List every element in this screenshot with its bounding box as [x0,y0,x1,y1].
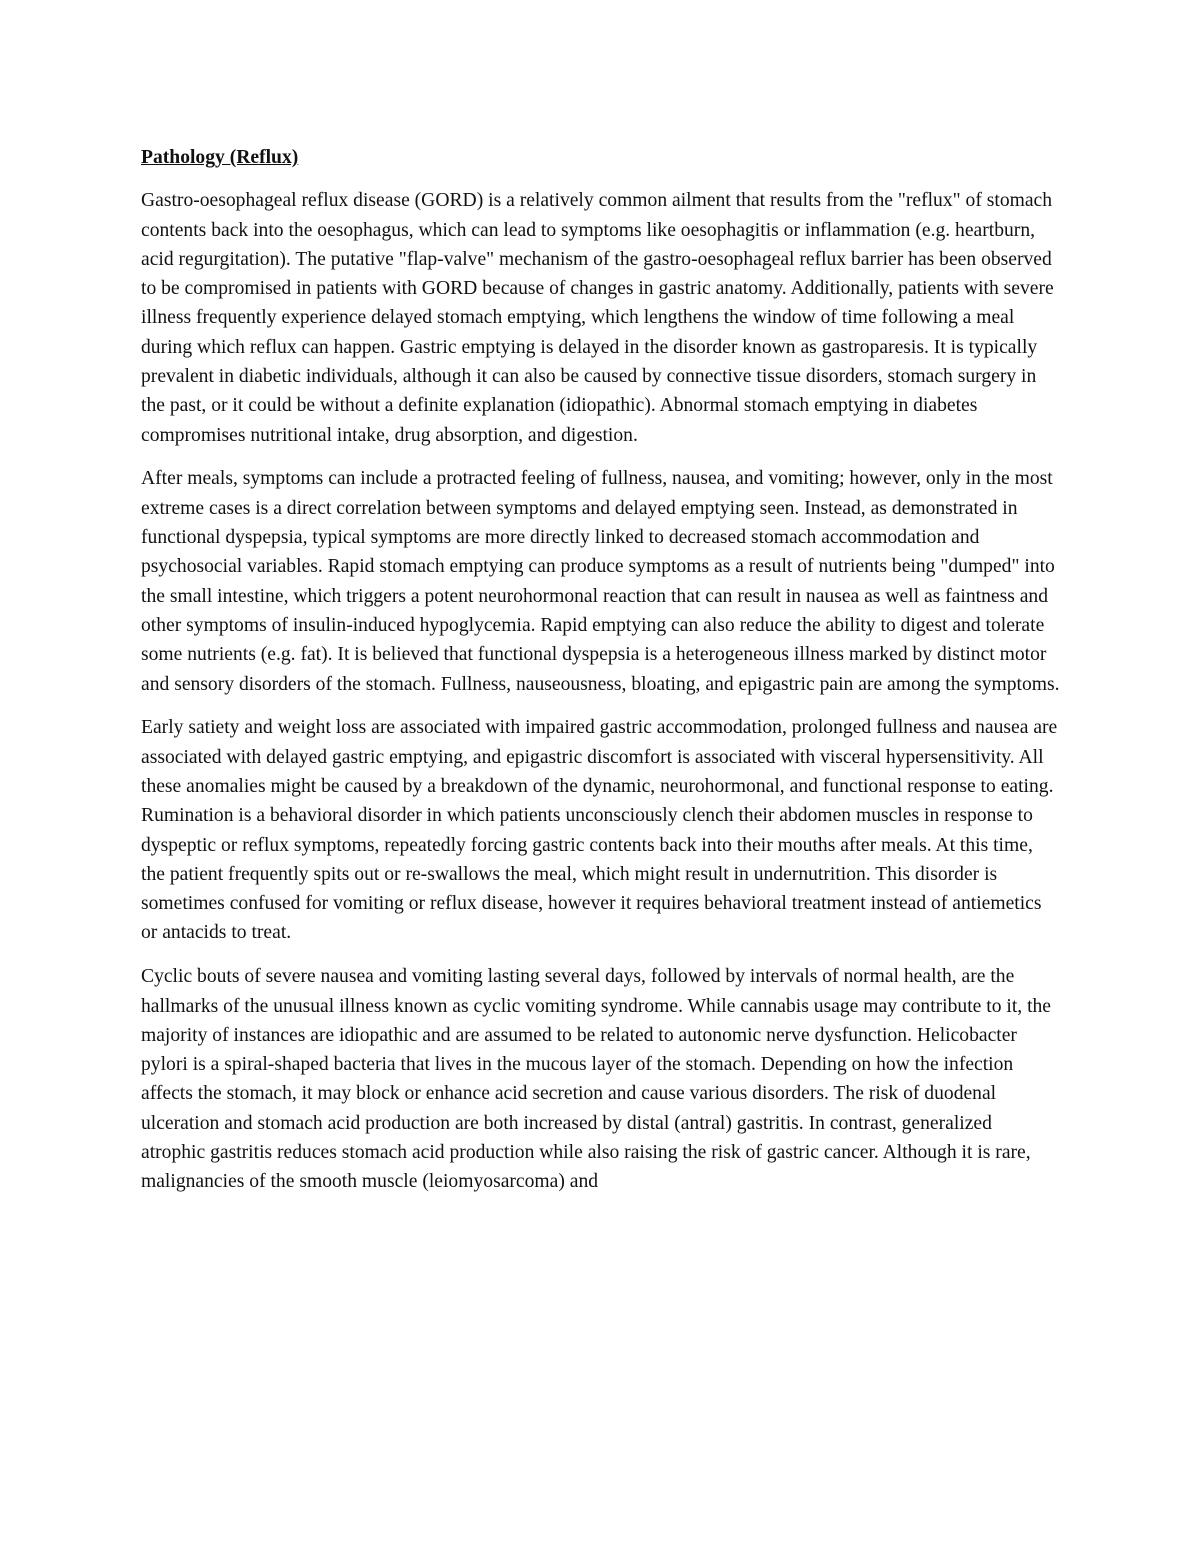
document-body [141,143,1061,1211]
paragraph-accommodation: Early satiety and weight loss are associated with impaired gastric accommodation, prolonged fullness and nausea are associated with delayed gastric emptying, and epigastric discomfort is associated with visceral hypersensitivity. All these anomalies might be caused by a breakdown of the dynamic, neurohormonal, and functional response to eating. Rumination is a behavioral disorder in which patients unconsciously clench their abdomen muscles in response to dyspeptic or reflux symptoms, repeatedly forcing gastric contents back into their mouths after meals. At this time, the patient frequently spits out or re-swallows the meal, which might result in undernutrition. This disorder is sometimes confused for vomiting or reflux disease, however it requires behavioral treatment instead of antiemetics or antacids to treat. [141,717,1058,944]
paragraph-gord: Gastro-oesophageal reflux disease (GORD) is a relatively common ailment that results from the "reflux" of stomach contents back into the oesophagus, which can lead to symptoms like oesophagitis or inflammation (e.g. heartburn, acid regurgitation). The putative "flap-valve" mechanism of the gastro-oesophageal reflux barrier has been observed to be compromised in patients with GORD because of changes in gastric anatomy. Additionally, patients with severe illness frequently experience delayed stomach emptying, which lengthens the window of time following a meal during which reflux can happen. Gastric emptying is delayed in the disorder known as gastroparesis. It is typically prevalent in diabetic individuals, although it can also be caused by connective tissue disorders, stomach surgery in the past, or it could be without a definite explanation (idiopathic). Abnormal stomach emptying in diabetes compromises nutritional intake, drug absorption, and digestion. [141,190,1054,446]
document-title: Pathology (Reflux) [141,147,299,168]
paragraph-symptoms: After meals, symptoms can include a protracted feeling of fullness, nausea, and vomiting; however, only in the most extreme cases is a direct correlation between symptoms and delayed emptying seen. Instead, as demonstrated in functional dyspepsia, typical symptoms are more directly linked to decreased stomach accommodation and psychosocial variables. Rapid stomach emptying can produce symptoms as a result of nutrients being "dumped" into the small intestine, which triggers a potent neurohormonal reaction that can result in nausea as well as faintness and other symptoms of insulin-induced hypoglycemia. Rapid emptying can also reduce the ability to digest and tolerate some nutrients (e.g. fat). It is believed that functional dyspepsia is a heterogeneous illness marked by distinct motor and sensory disorders of the stomach. Fullness, nauseousness, bloating, and epigastric pain are among the symptoms. [141,468,1060,695]
paragraph-cyclic-vomiting: Cyclic bouts of severe nausea and vomiting lasting several days, followed by intervals of normal health, are the hallmarks of the unusual illness known as cyclic vomiting syndrome. While cannabis usage may contribute to it, the majority of instances are idiopathic and are assumed to be related to autonomic nerve dysfunction. Helicobacter pylori is a spiral-shaped bacteria that lives in the mucous layer of the stomach. Depending on how the infection affects the stomach, it may block or enhance acid secretion and cause various disorders. The risk of duodenal ulceration and stomach acid production are both increased by distal (antral) gastritis. In contrast, generalized atrophic gastritis reduces stomach acid production while also raising the risk of gastric cancer. Although it is rare, malignancies of the smooth muscle (leiomyosarcoma) and [141,966,1052,1193]
